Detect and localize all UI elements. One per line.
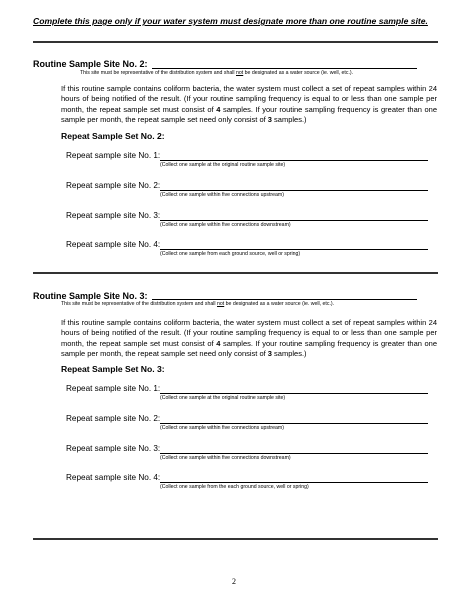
repeat-set-title: Repeat Sample Set No. 2: [61,131,165,141]
repeat-site-hint: (Collect one sample from each ground source, well or spring) [160,251,301,257]
page-number: 2 [232,577,236,586]
routine-site-note: This site must be representative of the distribution system and shall not be designated as a water source (ie. well, etc.). [61,301,335,307]
repeat-site-input-line[interactable] [160,482,428,483]
repeat-site-input-line[interactable] [160,160,428,161]
section-divider [33,272,438,274]
repeat-site-input-line[interactable] [160,220,428,221]
repeat-site-hint: (Collect one sample within five connections upstream) [160,192,284,198]
repeat-site-label: Repeat sample site No. 3: [66,211,161,220]
repeat-site-hint: (Collect one sample from the each ground source, well or spring) [160,484,309,490]
repeat-site-hint: (Collect one sample within five connections downstream) [160,455,291,461]
page-instruction: Complete this page only if your water system must designate more than one routine sample site. [33,16,428,26]
repeat-site-input-line[interactable] [160,453,428,454]
repeat-site-label: Repeat sample site No. 4: [66,473,161,482]
repeat-site-input-line[interactable] [160,423,428,424]
repeat-site-hint: (Collect one sample within five connections downstream) [160,222,291,228]
section-divider [33,41,438,43]
repeat-site-hint: (Collect one sample at the original routine sample site) [160,162,286,168]
repeat-set-title: Repeat Sample Set No. 3: [61,364,165,374]
repeat-site-label: Repeat sample site No. 2: [66,414,161,423]
repeat-site-label: Repeat sample site No. 4: [66,240,161,249]
repeat-site-label: Repeat sample site No. 1: [66,151,161,160]
instructions-paragraph: If this routine sample contains coliform bacteria, the water system must collect a set of repeat samples within 24 hours of being notified of the result. (If your routine sampling frequency is equal to or less than one sample per month, the repeat sample set must consist of 4 samples. If your routine sampling frequency is greater than one sample per month, the repeat sample set need only consist of 3 samples.) [61,318,437,359]
repeat-site-hint: (Collect one sample at the original routine sample site) [160,395,286,401]
routine-site-input-line[interactable] [152,299,417,300]
repeat-site-label: Repeat sample site No. 1: [66,384,161,393]
routine-site-title: Routine Sample Site No. 3: [33,291,148,301]
instructions-paragraph: If this routine sample contains coliform bacteria, the water system must collect a set of repeat samples within 24 hours of being notified of the result. (If your routine sampling frequency is equal to or less than one sample per month, the repeat sample set must consist of 4 samples. If your routine sampling frequency is greater than one sample per month, the repeat sample set need only consist of 3 samples.) [61,84,437,125]
repeat-site-label: Repeat sample site No. 2: [66,181,161,190]
routine-site-note: This site must be representative of the distribution system and shall not be designated as a water source (ie. well, etc.). [80,70,354,76]
repeat-site-input-line[interactable] [160,190,428,191]
routine-site-title: Routine Sample Site No. 2: [33,59,148,69]
repeat-site-input-line[interactable] [160,393,428,394]
routine-site-input-line[interactable] [152,68,417,69]
repeat-site-hint: (Collect one sample within five connections upstream) [160,425,284,431]
repeat-site-input-line[interactable] [160,249,428,250]
repeat-site-label: Repeat sample site No. 3: [66,444,161,453]
section-divider [33,538,438,540]
